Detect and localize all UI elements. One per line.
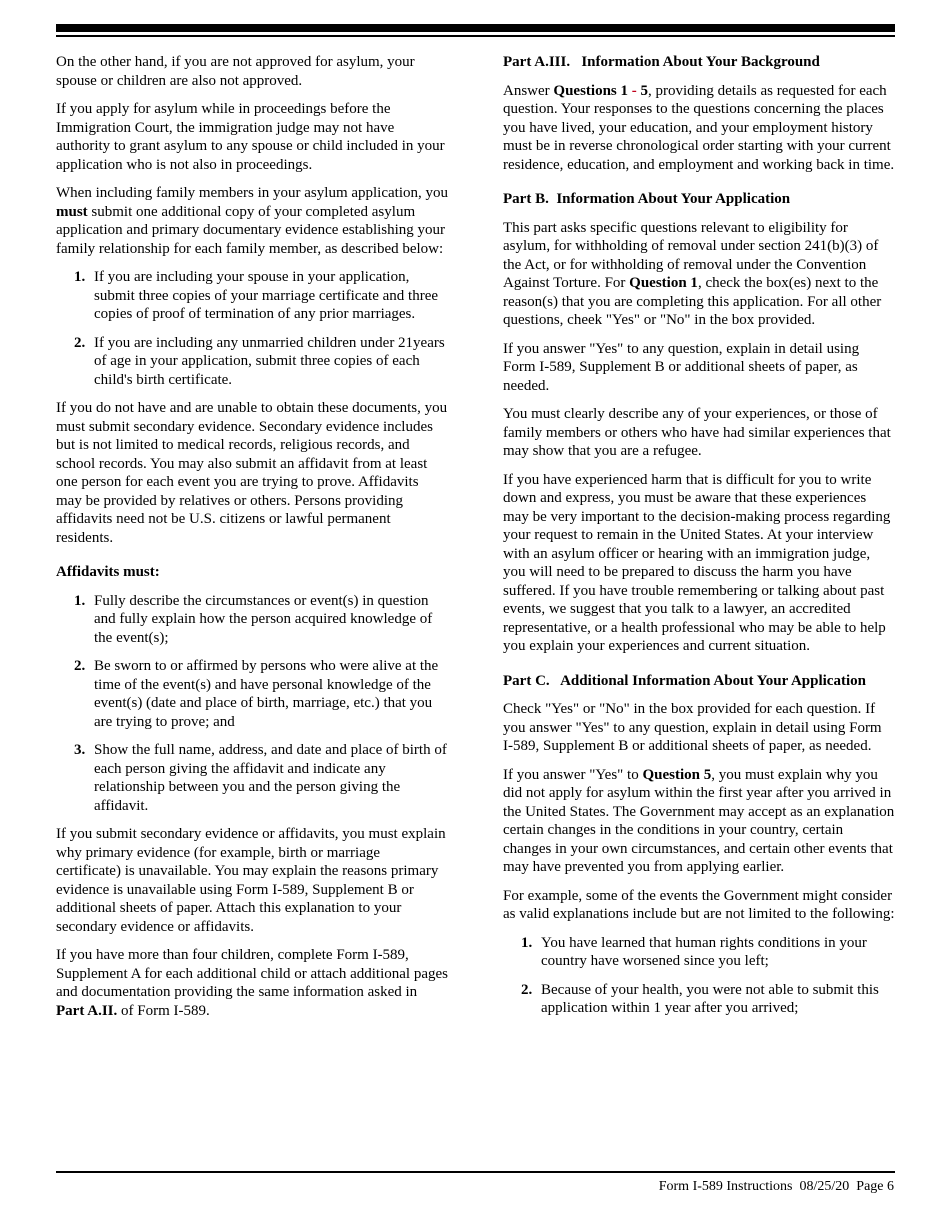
- bold-question-1: Question 1: [629, 275, 698, 291]
- paragraph-family-members: [56, 184, 448, 258]
- list-text: Show the full name, address, and date and place of birth of each person giving the affidavit and indicate any relationship between you and the person giving the affidavit.: [94, 742, 447, 814]
- paragraph-primary-evidence-unavailable: If you submit secondary evidence or affidavits, you must explain why primary evidence (for example, birth or marriage certificate) is unavailable. You may explain the reasons primary evidence is unavailable using Form I-589, Supplement B or additional sheets of paper. Attach this explanation to your secondary evidence or affidavits.: [56, 826, 446, 935]
- left-column: [56, 53, 448, 1030]
- paragraph-not-approved: On the other hand, if you are not approved for asylum, your spouse or children are also not approved.: [56, 54, 415, 89]
- page-footer: Form I-589 Instructions 08/25/20 Page 6: [658, 1179, 894, 1194]
- paragraph-check-yes-no: Check "Yes" or "No" in the box provided for each question. If you answer "Yes" to any question, explain in detail using Form I-589, Supplement B or additional sheets of paper, as needed.: [503, 701, 882, 754]
- paragraph-eligibility: [503, 219, 895, 330]
- header-rule-thick: [56, 24, 895, 32]
- list-number: 3.: [74, 742, 86, 758]
- family-evidence-list: [56, 268, 448, 389]
- list-item: [503, 934, 895, 971]
- list-number: 1.: [74, 592, 86, 609]
- paragraph-background: [503, 82, 895, 175]
- text-segment: Answer: [503, 82, 554, 99]
- red-dash: -: [628, 82, 641, 99]
- list-number: 2.: [74, 334, 86, 351]
- paragraph-secondary-evidence: If you do not have and are unable to obtain these documents, you must submit secondary evidence. Secondary evidence includes but is not limited to medical records, religious records, and school records. You may also submit an affidavit from at least one person for each event you are trying to prove. Affidavits may be provided by relatives or others. Persons providing affidavits need not be U.S. citizens or lawful permanent residents.: [56, 400, 448, 546]
- heading-part-a3: Part A.III. Information About Your Background: [503, 54, 820, 70]
- list-item: [56, 268, 448, 324]
- text-segment: , you must explain why you did not apply for asylum within the first year after you arrived in the United States. The Government may accept as an explanation certain changes in the conditions in your country, certain changes in your own circumstances, and certain other events that may have prevented you from applying earlier.: [503, 766, 895, 875]
- paragraph-answer-yes: If you answer "Yes" to any question, explain in detail using Form I-589, Supplement B or additional sheets of paper, as needed.: [503, 340, 860, 394]
- paragraph-experienced-harm: If you have experienced harm that is difficult for you to write down and express, you must be aware that these experiences may be very important to the decision-making process regarding your request to remain in the United States. At your interview with an asylum officer or hearing with an immigration judge, you will need to be prepared to discuss the harm you have suffered. If you have trouble remembering or talking about past events, we suggest that you talk to a lawyer, an accredited representative, or a health professional who may be able to help you explain your experiences and current situation.: [503, 471, 891, 654]
- header-rule-thin: [56, 35, 895, 37]
- text-segment: This part asks specific questions relevant to eligibility for asylum, for withholding of removal under section 241(b)(3) of the Act, or for withholding of removal under the Convention Against Torture. For: [503, 219, 879, 291]
- list-text: Because of your health, you were not able to submit this application within 1 year after you arrived;: [541, 981, 879, 1016]
- footer-rule: [56, 1171, 895, 1173]
- text-segment: , check the box(es) next to the reason(s) that you are completing this application. For all other questions, cheek "Yes" or "No" in the box provided.: [503, 275, 882, 328]
- bold-part-a2: Part A.II.: [56, 1002, 118, 1019]
- list-number: 2.: [521, 981, 533, 998]
- paragraph-question-5: [503, 766, 895, 877]
- text-segment: , providing details as requested for each question. Your responses to the questions concerning the places you have lived, your education, and your employment history must be in reverse chronological order starting with your current residence, education, and employment and working back in time.: [503, 82, 895, 173]
- list-item: [503, 981, 895, 1018]
- paragraph-immigration-court: If you apply for asylum while in proceedings before the Immigration Court, the immigration judge may not have authority to grant asylum to any spouse or child included in your application who is not also in proceedings.: [56, 101, 445, 173]
- list-item: [56, 334, 448, 390]
- affidavits-list: [56, 592, 448, 816]
- list-text: Be sworn to or affirmed by persons who were alive at the time of the event(s) and have personal knowledge of the event(s) (date and place of birth, marriage, etc.) that you are trying to prove; and: [94, 658, 439, 730]
- list-text: Fully describe the circumstances or event(s) in question and fully explain how the person acquired knowledge of the event(s);: [94, 592, 433, 646]
- text-segment: When including family members in your asylum application, you: [56, 185, 448, 201]
- list-item: [56, 592, 448, 648]
- list-item: [56, 741, 448, 815]
- list-number: 1.: [521, 934, 533, 951]
- list-text: If you are including any unmarried children under 21years of age in your application, submit three copies of each child's birth certificate.: [94, 334, 445, 388]
- text-segment: of Form I-589.: [117, 1002, 210, 1019]
- list-number: 2.: [74, 658, 86, 674]
- text-segment: If you have more than four children, complete Form I-589, Supplement A for each additional child or attach additional pages and documentation providing the same information asked in: [56, 947, 448, 1000]
- paragraph-describe-experiences: You must clearly describe any of your experiences, or those of family members or others who have had similar experiences that may show that you are a refugee.: [503, 406, 891, 459]
- heading-part-c: Part C. Additional Information About Your Application: [503, 672, 866, 689]
- text-segment: If you answer "Yes" to: [503, 766, 643, 783]
- right-column: [503, 53, 895, 1028]
- heading-part-b: Part B. Information About Your Application: [503, 191, 791, 207]
- valid-explanations-list: [503, 934, 895, 1018]
- bold-must: must: [56, 203, 88, 220]
- list-text: If you are including your spouse in your application, submit three copies of your marriage certificate and three copies of proof of termination of any prior marriages.: [94, 269, 439, 322]
- list-item: [56, 657, 448, 731]
- text-segment: submit one additional copy of your completed asylum application and primary documentary evidence establishing your family relationship for each family member, as described below:: [56, 203, 446, 257]
- list-text: You have learned that human rights conditions in your country have worsened since you left;: [541, 934, 867, 969]
- list-number: 1.: [74, 269, 86, 285]
- bold-questions-5: 5: [640, 82, 649, 99]
- paragraph-more-than-four-children: [56, 946, 448, 1020]
- paragraph-for-example: For example, some of the events the Government might consider as valid explanations include but are not limited to the following:: [503, 887, 895, 922]
- bold-question-5: Question 5: [642, 766, 712, 783]
- affidavits-heading: Affidavits must:: [56, 564, 160, 580]
- bold-questions-1: Questions 1: [553, 82, 629, 99]
